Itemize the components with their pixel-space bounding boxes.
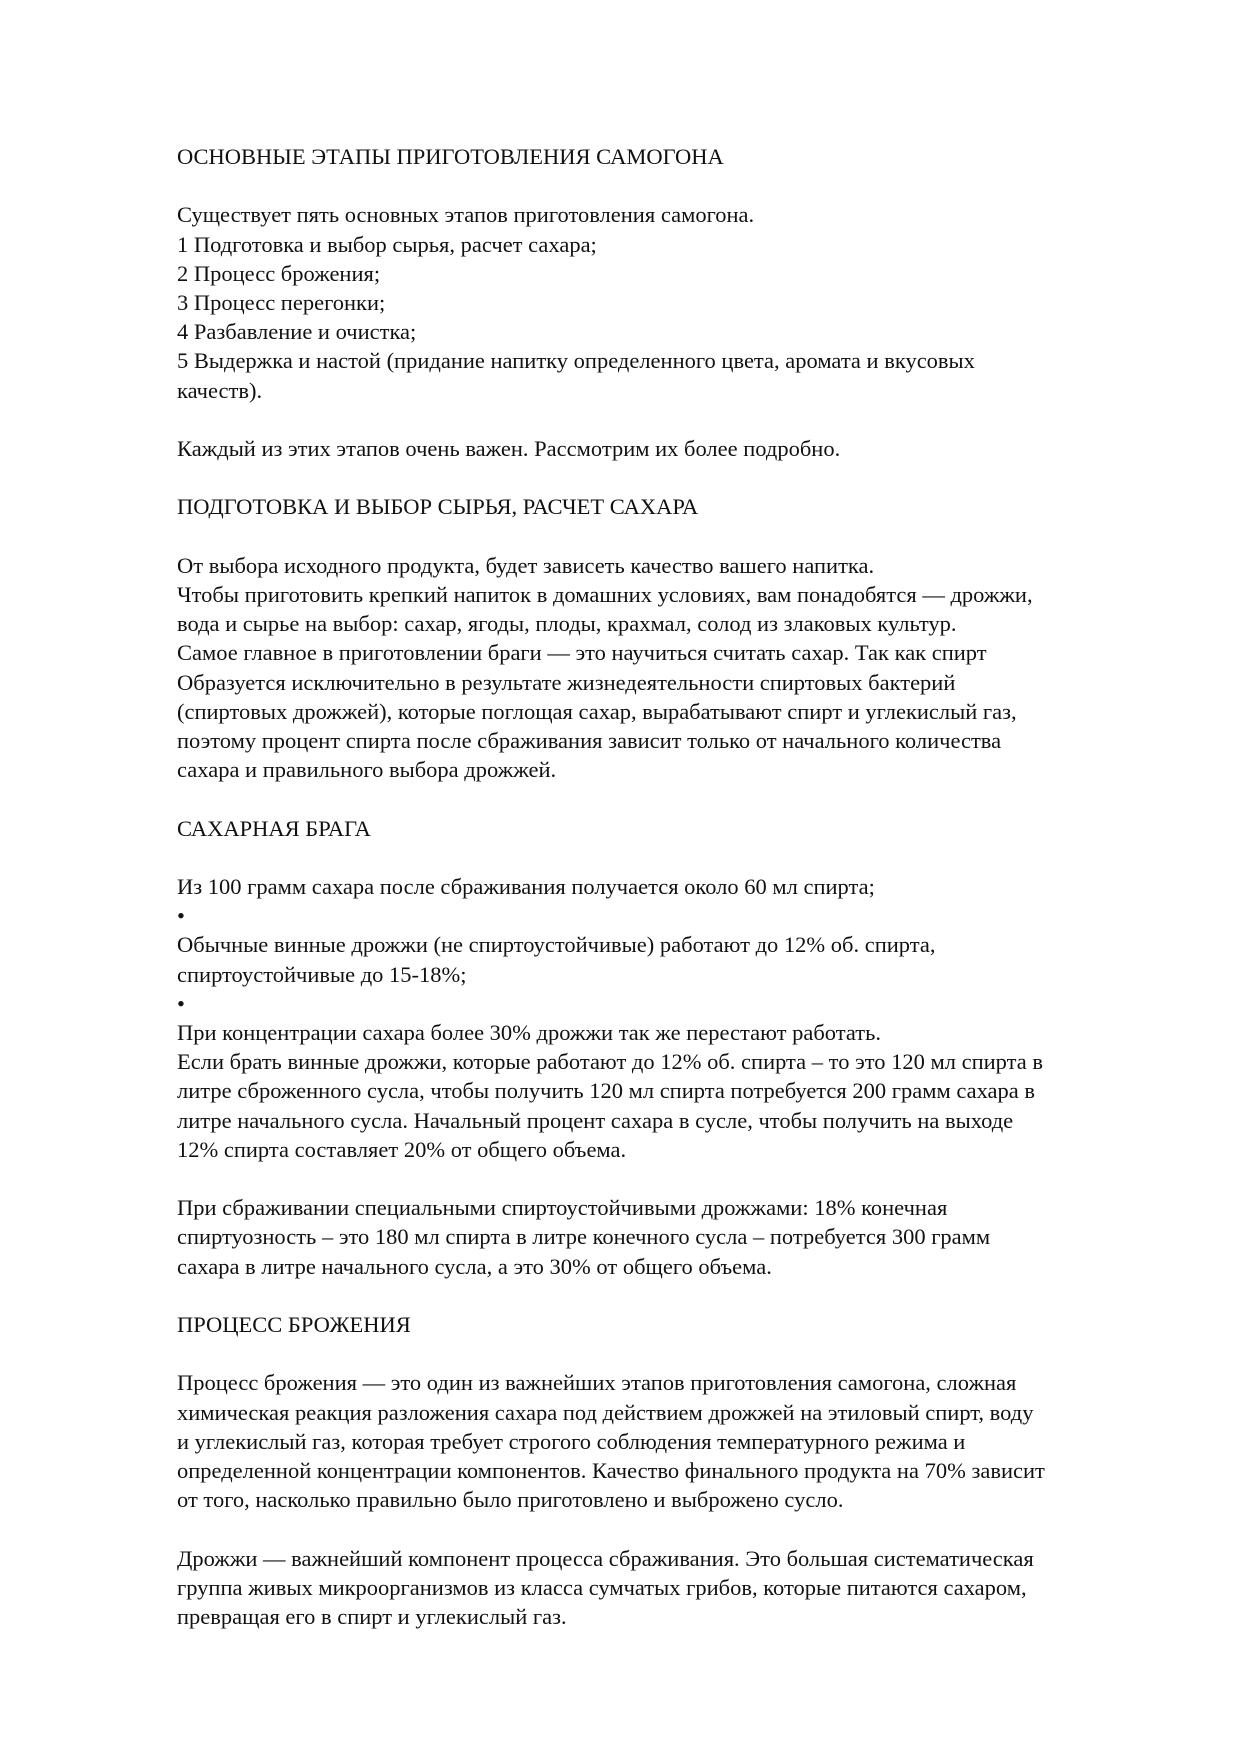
document-page: [177, 142, 1162, 1631]
special-yeast-paragraph: При сбраживании специальными спиртоустойчивыми дрожжами: 18% конечная спиртуозность – это 180 мл спирта в литре конечного сусла – потребуется 300 грамм сахара в литре начального сусла, а это 30% от общего объема.: [177, 1195, 991, 1279]
sugar-mash-line-2: Обычные винные дрожжи (не спиртоустойчивые) работают до 12% об. спирта, спиртоустойчивые до 15-18%;: [177, 932, 936, 987]
document-title: ОСНОВНЫЕ ЭТАПЫ ПРИГОТОВЛЕНИЯ САМОГОНА: [177, 144, 724, 169]
intro-paragraph: Существует пять основных этапов приготовления самогона. 1 Подготовка и выбор сырья, расчет сахара; 2 Процесс брожения; 3 Процесс перегонки; 4 Разбавление и очистка; 5 Выдержка и настой (придание напитку определенного цвета, аромата и вкусовых качеств).: [177, 202, 975, 403]
spacer: [177, 784, 1162, 813]
section-heading-fermentation: ПРОЦЕСС БРОЖЕНИЯ: [177, 1312, 411, 1337]
fermentation-paragraph: Процесс брожения — это один из важнейших этапов приготовления самогона, сложная химическая реакция разложения сахара под действием дрожжей на этиловый спирт, воду и углекислый газ, которая требует строгого соблюдения температурного режима и определенной концентрации компонентов. Качество финального продукта на 70% зависит от того, насколько правильно было приготовлено и выброжено сусло.: [177, 1370, 1045, 1513]
spacer: [177, 1514, 1162, 1543]
spacer: [177, 171, 1162, 200]
intro-conclusion: Каждый из этих этапов очень важен. Рассмотрим их более подробно.: [177, 436, 841, 461]
sugar-mash-paragraph: При концентрации сахара более 30% дрожжи так же перестают работать. Если брать винные дрожжи, которые работают до 12% об. спирта – то это 120 мл спирта в литре сброженного сусла, чтобы получить 120 мл спирта потребуется 200 грамм сахара в литре начального сусла. Начальный процент сахара в сусле, чтобы получить на выходе 12% спирта составляет 20% от общего объема.: [177, 1020, 1043, 1162]
section-heading-sugar-mash: САХАРНАЯ БРАГА: [177, 815, 371, 841]
raw-materials-paragraph: От выбора исходного продукта, будет зависеть качество вашего напитка. Чтобы приготовить крепкий напиток в домашних условиях, вам понадобятся — дрожжи, вода и сырье на выбор: сахар, ягоды, плоды, крахмал, солод из злаковых культур. Самое главное в приготовлении браги — это научиться считать сахар. Так как спирт Образуется исключительно в результате жизнедеятельности спиртовых бактерий (спиртовых дрожжей), которые поглощая сахар, вырабатывают спирт и углекислый газ, поэтому процент спирта после сбраживания зависит только от начального количества сахара и правильного выбора дрожжей.: [177, 552, 1033, 783]
section-heading-raw-materials: ПОДГОТОВКА И ВЫБОР СЫРЬЯ, РАСЧЕТ САХАРА: [177, 494, 699, 520]
bullet-marker: •: [177, 990, 185, 1016]
spacer: [177, 1281, 1162, 1310]
spacer: [177, 1339, 1162, 1368]
sugar-mash-line-1: Из 100 грамм сахара после сбраживания получается около 60 мл спирта;: [177, 873, 875, 899]
spacer: [177, 522, 1162, 551]
spacer: [177, 843, 1162, 872]
bullet-marker: •: [177, 903, 185, 929]
spacer: [177, 1164, 1162, 1193]
spacer: [177, 405, 1162, 434]
spacer: [177, 463, 1162, 492]
yeast-paragraph: Дрожжи — важнейший компонент процесса сбраживания. Это большая систематическая группа живых микроорганизмов из класса сумчатых грибов, которые питаются сахаром, превращая его в спирт и углекислый газ.: [177, 1545, 1034, 1629]
